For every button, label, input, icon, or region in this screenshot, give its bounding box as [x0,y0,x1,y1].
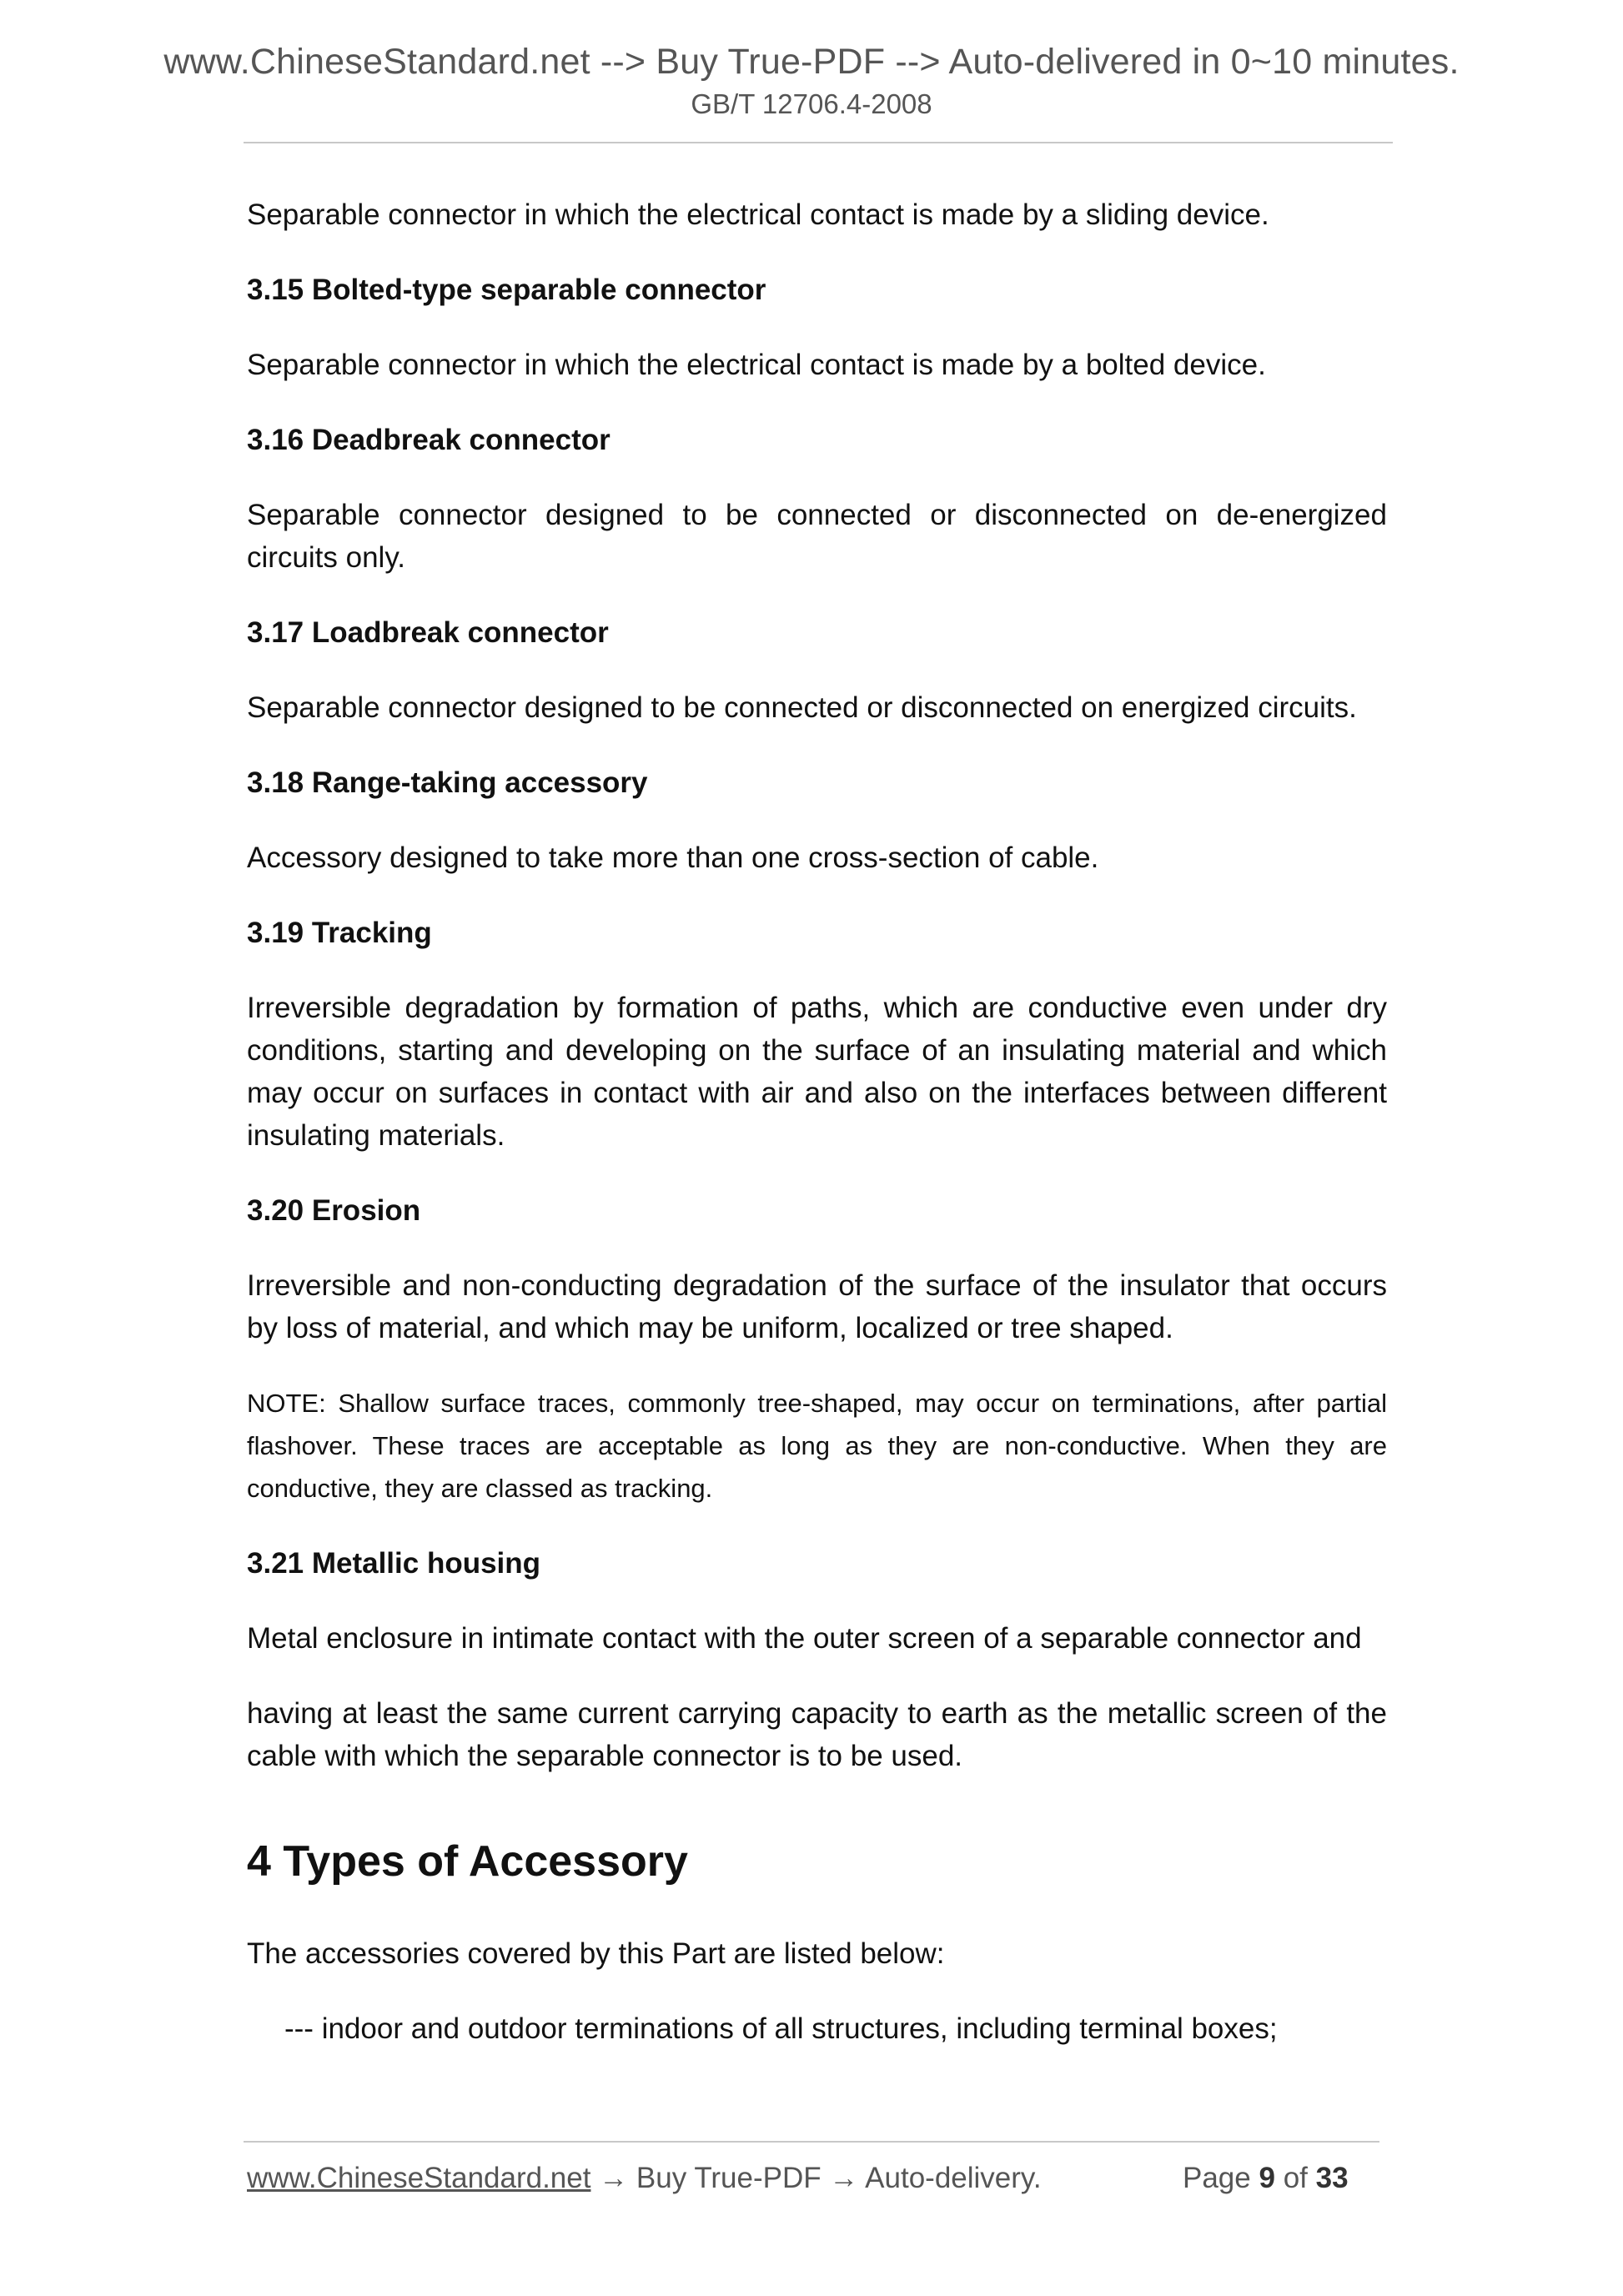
term-3-17-definition: Separable connector designed to be connected or disconnected on energized circuits. [247,691,1357,724]
section-4-list-item: --- indoor and outdoor terminations of all structures, including terminal boxes; [284,2012,1278,2045]
term-3-16-heading: 3.16 Deadbreak connector [247,424,611,456]
footer-promo [247,2162,1042,2195]
section-4-intro: The accessories covered by this Part are listed below: [247,1937,945,1970]
term-3-15-heading: 3.15 Bolted-type separable connector [247,274,766,306]
page-indicator [1183,2162,1349,2195]
term-3-15-definition: Separable connector in which the electrical contact is made by a bolted device. [247,349,1266,381]
header-divider [244,142,1393,143]
term-3-19-definition: Irreversible degradation by formation of paths, which are conductive even under dry conditions, starting and developing on the surface of an insulating material and which may occur on surfaces in contact with air and also on the interfaces between different insulating materials. [247,992,1387,1152]
standard-code: GB/T 12706.4-2008 [691,88,932,119]
section-4-title: 4 Types of Accessory [247,1837,688,1886]
header-banner: www.ChineseStandard.net --> Buy True-PDF --> Auto-delivered in 0~10 minutes. [163,42,1460,82]
page-label: Page [1183,2162,1251,2194]
footer-tagline: → Buy True-PDF → Auto-delivery. [590,2162,1042,2194]
sliding-definition: Separable connector in which the electrical contact is made by a sliding device. [247,198,1269,231]
term-3-16-definition: Separable connector designed to be connected or disconnected on de-energized circuits only. [247,499,1387,574]
term-3-20-note: NOTE: Shallow surface traces, commonly tree-shaped, may occur on terminations, after partial flashover. These traces are acceptable as long as they are non-conductive. When they are conductive, they are classed as tracking. [247,1389,1387,1503]
page-number: 9 [1259,2162,1275,2194]
of-label: of [1283,2162,1308,2194]
term-3-21-definition-part2: having at least the same current carrying capacity to earth as the metallic screen of the cable with which the separable connector is to be used. [247,1697,1387,1772]
term-3-17-heading: 3.17 Loadbreak connector [247,616,609,649]
footer-site-link[interactable]: www.ChineseStandard.net [247,2162,591,2194]
term-3-20-definition: Irreversible and non-conducting degradation of the surface of the insulator that occurs by loss of material, and which may be uniform, localized or tree shaped. [247,1269,1387,1344]
page-content [247,193,1387,2050]
term-3-20-heading: 3.20 Erosion [247,1194,421,1227]
term-3-18-heading: 3.18 Range-taking accessory [247,766,648,799]
term-3-21-heading: 3.21 Metallic housing [247,1547,541,1580]
total-pages: 33 [1315,2162,1349,2194]
term-3-18-definition: Accessory designed to take more than one cross-section of cable. [247,842,1099,874]
footer-divider [244,2141,1379,2143]
term-3-21-definition-part1: Metal enclosure in intimate contact with the outer screen of a separable connector and [247,1622,1362,1655]
term-3-19-heading: 3.19 Tracking [247,917,432,949]
